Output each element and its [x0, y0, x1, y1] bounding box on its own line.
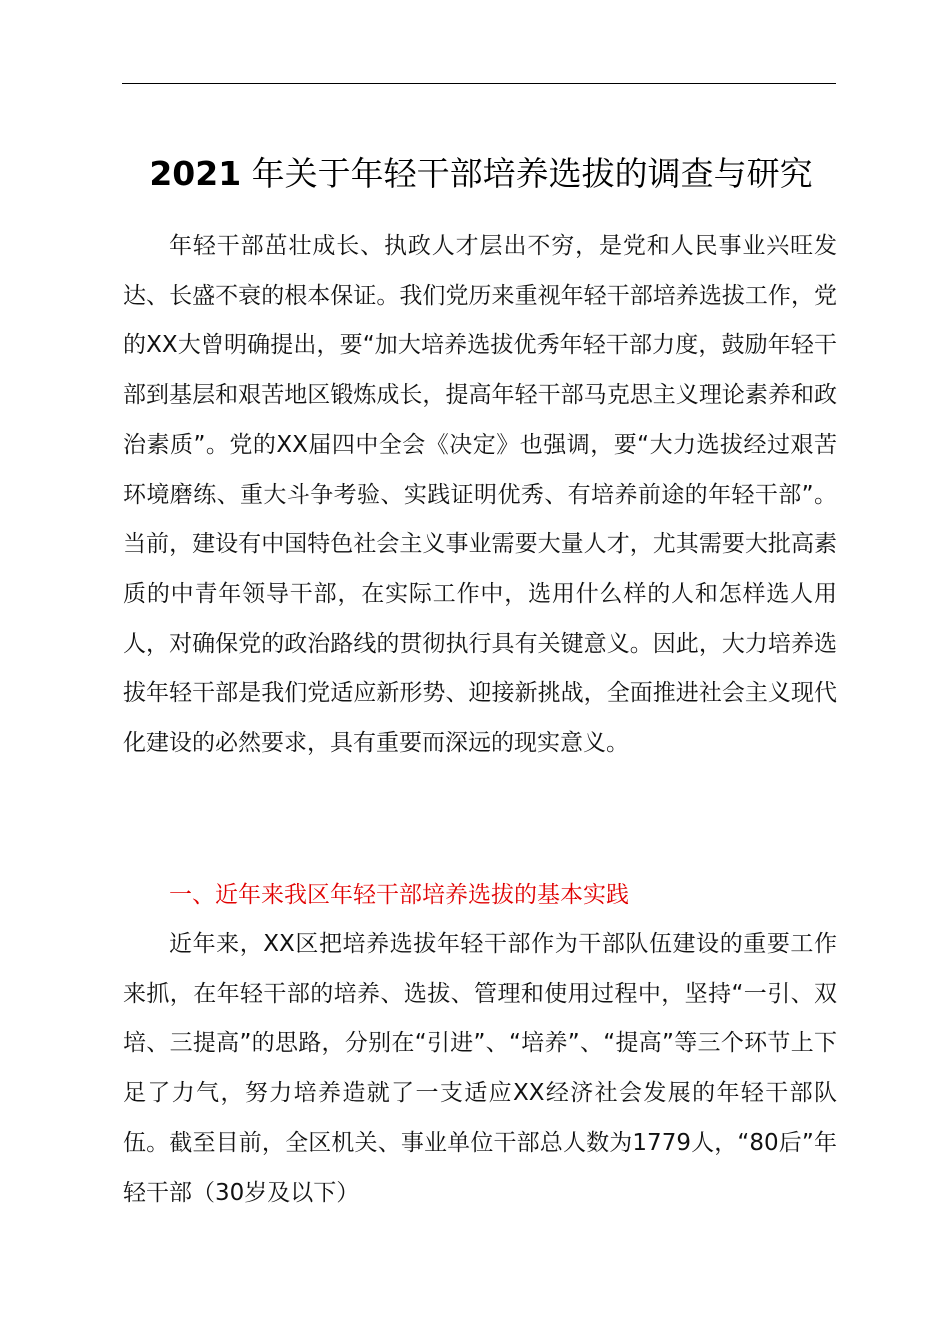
header-rule — [122, 83, 836, 84]
section-paragraph: 近年来，XX区把培养选拔年轻干部作为干部队伍建设的重要工作来抓，在年轻干部的培养、选拔、管理和使用过程中，坚持“一引、双培、三提高”的思路，分别在“引进”、“培养”、“提高”等三个环节上下足了力气，努力培养造就了一支适应XX经济社会发展的年轻干部队伍。截至目前，全区机关、事业单位干部总人数为1779人，“80后”年轻干部（30岁及以下） — [123, 931, 837, 1206]
title-text: 年关于年轻干部培养选拔的调查与研究 — [251, 154, 813, 193]
title-year: 2021 — [149, 154, 242, 193]
document-title — [6, 146, 950, 202]
intro-paragraph: 年轻干部茁壮成长、执政人才层出不穷，是党和人民事业兴旺发达、长盛不衰的根本保证。我们党历来重视年轻干部培养选拔工作，党的XX大曾明确提出，要“加大培养选拔优秀年轻干部力度，鼓励年轻干部到基层和艰苦地区锻炼成长，提高年轻干部马克思主义理论素养和政治素质”。党的XX届四中全会《决定》也强调，要“大力选拔经过艰苦环境磨练、重大斗争考验、实践证明优秀、有培养前途的年轻干部”。当前，建设有中国特色社会主义事业需要大量人才，尤其需要大批高素质的中青年领导干部，在实际工作中，选用什么样的人和怎样选人用人，对确保党的政治路线的贯彻执行具有关键意义。因此，大力培养选拔年轻干部是我们党适应新形势、迎接新挑战，全面推进社会主义现代化建设的必然要求，具有重要而深远的现实意义。 — [123, 233, 837, 757]
section-heading: 一、近年来我区年轻干部培养选拔的基本实践 — [169, 882, 629, 908]
